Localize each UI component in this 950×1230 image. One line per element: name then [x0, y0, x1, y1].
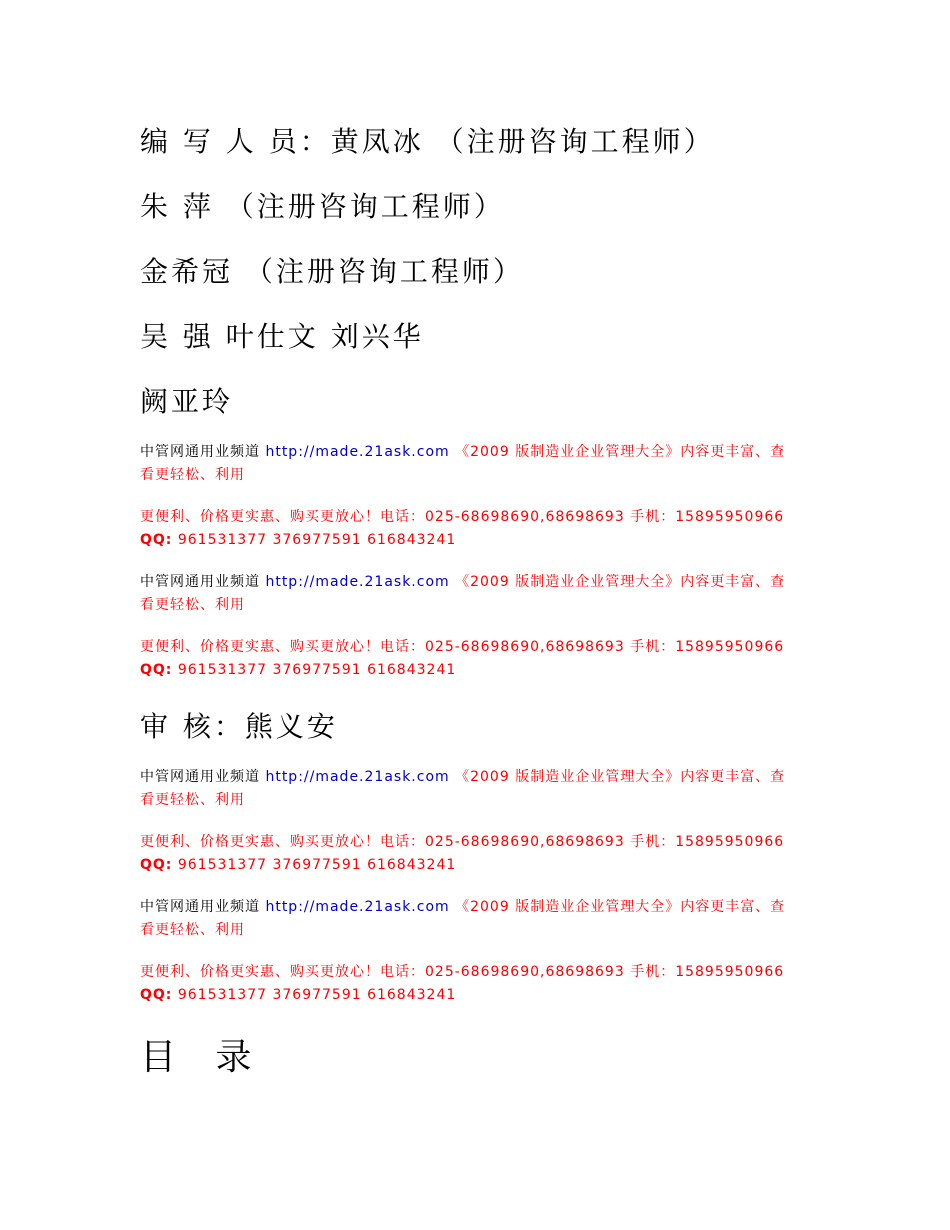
ad-promo: 《2009 版制造业企业管理大全》内容更丰富、查 — [455, 444, 786, 460]
ad-link[interactable]: http://made.21ask.com — [265, 899, 450, 915]
ad-promo-cont: 看更轻松、利用 — [140, 792, 245, 808]
qq-numbers: 961531377 376977591 616843241 — [177, 987, 457, 1003]
contact-block — [140, 636, 820, 682]
qq-label: QQ: — [140, 662, 173, 678]
qq-numbers: 961531377 376977591 616843241 — [177, 857, 457, 873]
contact-block — [140, 961, 820, 1007]
toc-title: 目 录 — [140, 1037, 266, 1078]
ad-channel: 中管网通用业频道 — [140, 769, 260, 785]
writer-jin-xiguan: 金希冠 （注册咨询工程师） — [140, 255, 524, 288]
contact-line: 更便利、价格更实惠、购买更放心！电话：025-68698690,68698693 手机：15895950966 — [140, 834, 785, 850]
contact-line: 更便利、价格更实惠、购买更放心！电话：025-68698690,68698693 手机：15895950966 — [140, 639, 785, 655]
ad-channel: 中管网通用业频道 — [140, 899, 260, 915]
ad-promo-cont: 看更轻松、利用 — [140, 922, 245, 938]
ad-row-1 — [140, 571, 820, 594]
qq-row — [140, 529, 820, 552]
writers-line: 编 写 人 员：黄凤冰 （注册咨询工程师） — [140, 125, 715, 158]
ad-block — [140, 571, 820, 617]
ad-row-1 — [140, 896, 820, 919]
ad-block — [140, 896, 820, 942]
qq-row — [140, 854, 820, 877]
ad-row-1 — [140, 441, 820, 464]
qq-label: QQ: — [140, 532, 173, 548]
ad-link[interactable]: http://made.21ask.com — [265, 444, 450, 460]
ad-promo-cont: 看更轻松、利用 — [140, 467, 245, 483]
qq-numbers: 961531377 376977591 616843241 — [177, 532, 457, 548]
qq-numbers: 961531377 376977591 616843241 — [177, 662, 457, 678]
ad-promo: 《2009 版制造业企业管理大全》内容更丰富、查 — [455, 769, 786, 785]
contact-block — [140, 831, 820, 877]
qq-row — [140, 984, 820, 1007]
qq-label: QQ: — [140, 987, 173, 1003]
ad-channel: 中管网通用业频道 — [140, 444, 260, 460]
ad-link[interactable]: http://made.21ask.com — [265, 574, 450, 590]
ad-promo: 《2009 版制造业企业管理大全》内容更丰富、查 — [455, 899, 786, 915]
qq-row — [140, 659, 820, 682]
contact-block — [140, 506, 820, 552]
contact-line: 更便利、价格更实惠、购买更放心！电话：025-68698690,68698693 手机：15895950966 — [140, 509, 785, 525]
ad-channel: 中管网通用业频道 — [140, 574, 260, 590]
ad-promo: 《2009 版制造业企业管理大全》内容更丰富、查 — [455, 574, 786, 590]
writer-zhu-ping: 朱 萍 （注册咨询工程师） — [140, 190, 505, 223]
ad-row-1 — [140, 766, 820, 789]
ad-block — [140, 441, 820, 487]
writers-more: 吴 强 叶仕文 刘兴华 — [140, 320, 424, 353]
ad-promo-cont: 看更轻松、利用 — [140, 597, 245, 613]
qq-label: QQ: — [140, 857, 173, 873]
ad-block — [140, 766, 820, 812]
contact-line: 更便利、价格更实惠、购买更放心！电话：025-68698690,68698693 手机：15895950966 — [140, 964, 785, 980]
ad-link[interactable]: http://made.21ask.com — [265, 769, 450, 785]
writer-que-yaling: 阙亚玲 — [140, 385, 234, 418]
reviewer-line: 审 核：熊义安 — [140, 710, 338, 743]
